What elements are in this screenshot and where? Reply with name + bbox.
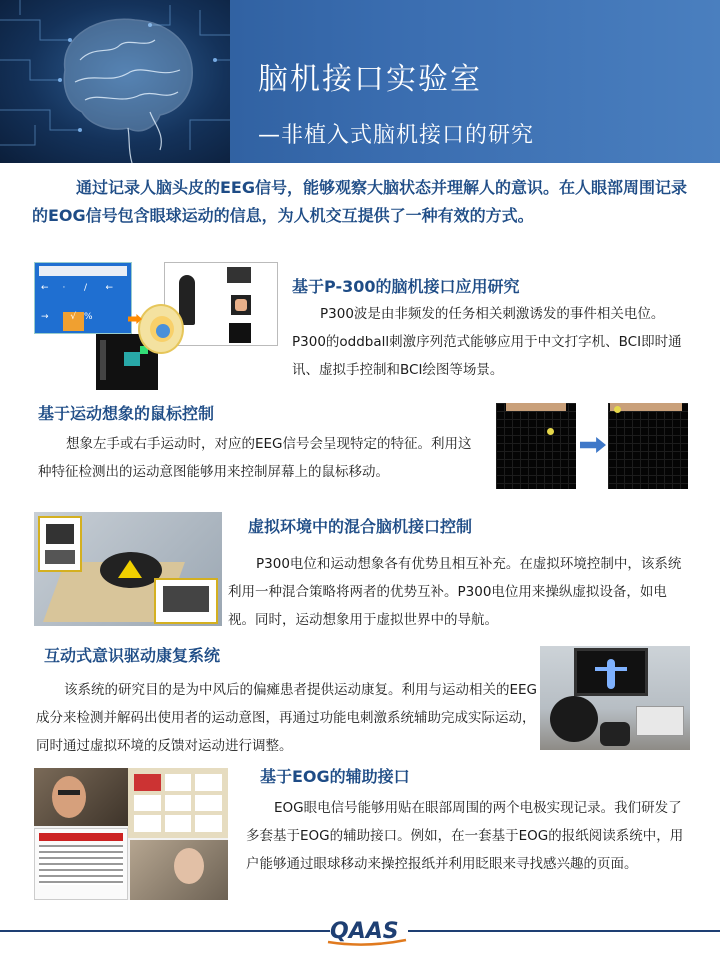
icon-grid-board [128,768,228,838]
page-subtitle: —非植入式脑机接口的研究 [258,123,535,148]
elderly-user-photo [130,840,228,900]
keypad-key: √ [63,312,85,331]
eeg-cap-head [550,696,598,742]
keypad-key: % [84,312,93,322]
qaas-logo-icon [326,912,410,946]
brain-icon [0,0,230,163]
newspaper-image [34,828,128,900]
section-title-eog: 基于EOG的辅助接口 [260,767,410,786]
cursor-control-image [496,403,688,489]
keypad-key: ← [41,283,49,293]
keypad-key: → [41,312,49,322]
section-title-motor-imagery: 基于运动想象的鼠标控制 [38,404,215,423]
hand-icon [231,295,251,315]
section-title-p300: 基于P-300的脑机接口应用研究 [292,277,520,296]
section-title-rehabilitation: 互动式意识驱动康复系统 [44,646,221,665]
cursor-ball-icon [547,428,554,435]
keypad-key: / [84,283,88,293]
keypad-keys [41,283,127,331]
intro-paragraph: 通过记录人脑头皮的EEG信号，能够观察大脑状态并理解人的意识。在人眼部周围记录的EOG信号包含眼球运动的信息，为人机交互提供了一种有效的方式。 [32,178,687,225]
p300-menu-panel [100,552,162,588]
header-banner [0,0,720,163]
tv-screen-icon [38,516,82,572]
cursor-ball-icon [614,406,621,413]
avatar-figure-icon [607,659,615,689]
section-body-hybrid-bci: P300电位和运动想象各有优势且相互补充。在虚拟环境控制中，该系统利用一种混合策略将两者的优势互补。P300电位用来操纵虚拟设备，如电视。同时，运动想象用于虚拟世界中的导航。 [228,556,682,628]
rehabilitation-photo [540,646,690,750]
section-body-motor-imagery: 想象左手或右手运动时，对应的EEG信号会呈现特定的特征。利用这种特征检测出的运动意图能够用来控制屏幕上的鼠标移动。 [38,436,472,480]
brain-circuit-image [0,0,230,163]
keypad-key: ← [105,283,114,293]
eog-systems-image [34,768,228,900]
p300-applications-image [34,262,278,390]
footer-line-right [408,930,720,932]
keypad-key: · [62,283,66,293]
device-box [636,706,684,736]
section-body-p300: P300波是由非频发的任务相关刺激诱发的事件相关电位。P300的oddball刺激序列范式能够应用于中文打字机、BCI即时通讯、虚拟手控制和BCI绘图等场景。 [292,306,682,378]
page-title: 脑机接口实验室 [258,62,482,97]
section-title-hybrid-bci: 虚拟环境中的混合脑机接口控制 [248,517,473,536]
dots-icon [229,323,251,343]
laptop-icon [227,267,251,283]
footer-line-left [0,930,330,932]
virtual-keypad [34,262,132,334]
logo-text: QAAS [330,919,399,944]
cursor-screen-after [608,403,688,489]
arrow-right-icon [580,437,606,453]
section-body-eog: EOG眼电信号能够用贴在眼部周围的两个电极实现记录。我们研发了多套基于EOG的辅助接口。例如，在一套基于EOG的报纸阅读系统中，用户能够通过眼球移动来操控报纸并利用眨眼来寻找感兴趣的页面。 [246,800,684,872]
monitor-icon [574,648,648,696]
user-face-photo [34,768,128,826]
qaas-logo [326,912,410,946]
cursor-screen-before [496,403,576,489]
virtual-environment-image [34,512,222,626]
head-cap-icon [138,304,184,354]
section-body-rehabilitation: 该系统的研究目的是为中风后的偏瘫患者提供运动康复。利用与运动相关的EEG成分来检测并解码出使用者的运动意图，再通过功能电刺激系统辅助完成实际运动，同时通过虚拟环境的反馈对运动进行调整。 [36,682,538,754]
virtual-tv-icon [154,578,218,624]
